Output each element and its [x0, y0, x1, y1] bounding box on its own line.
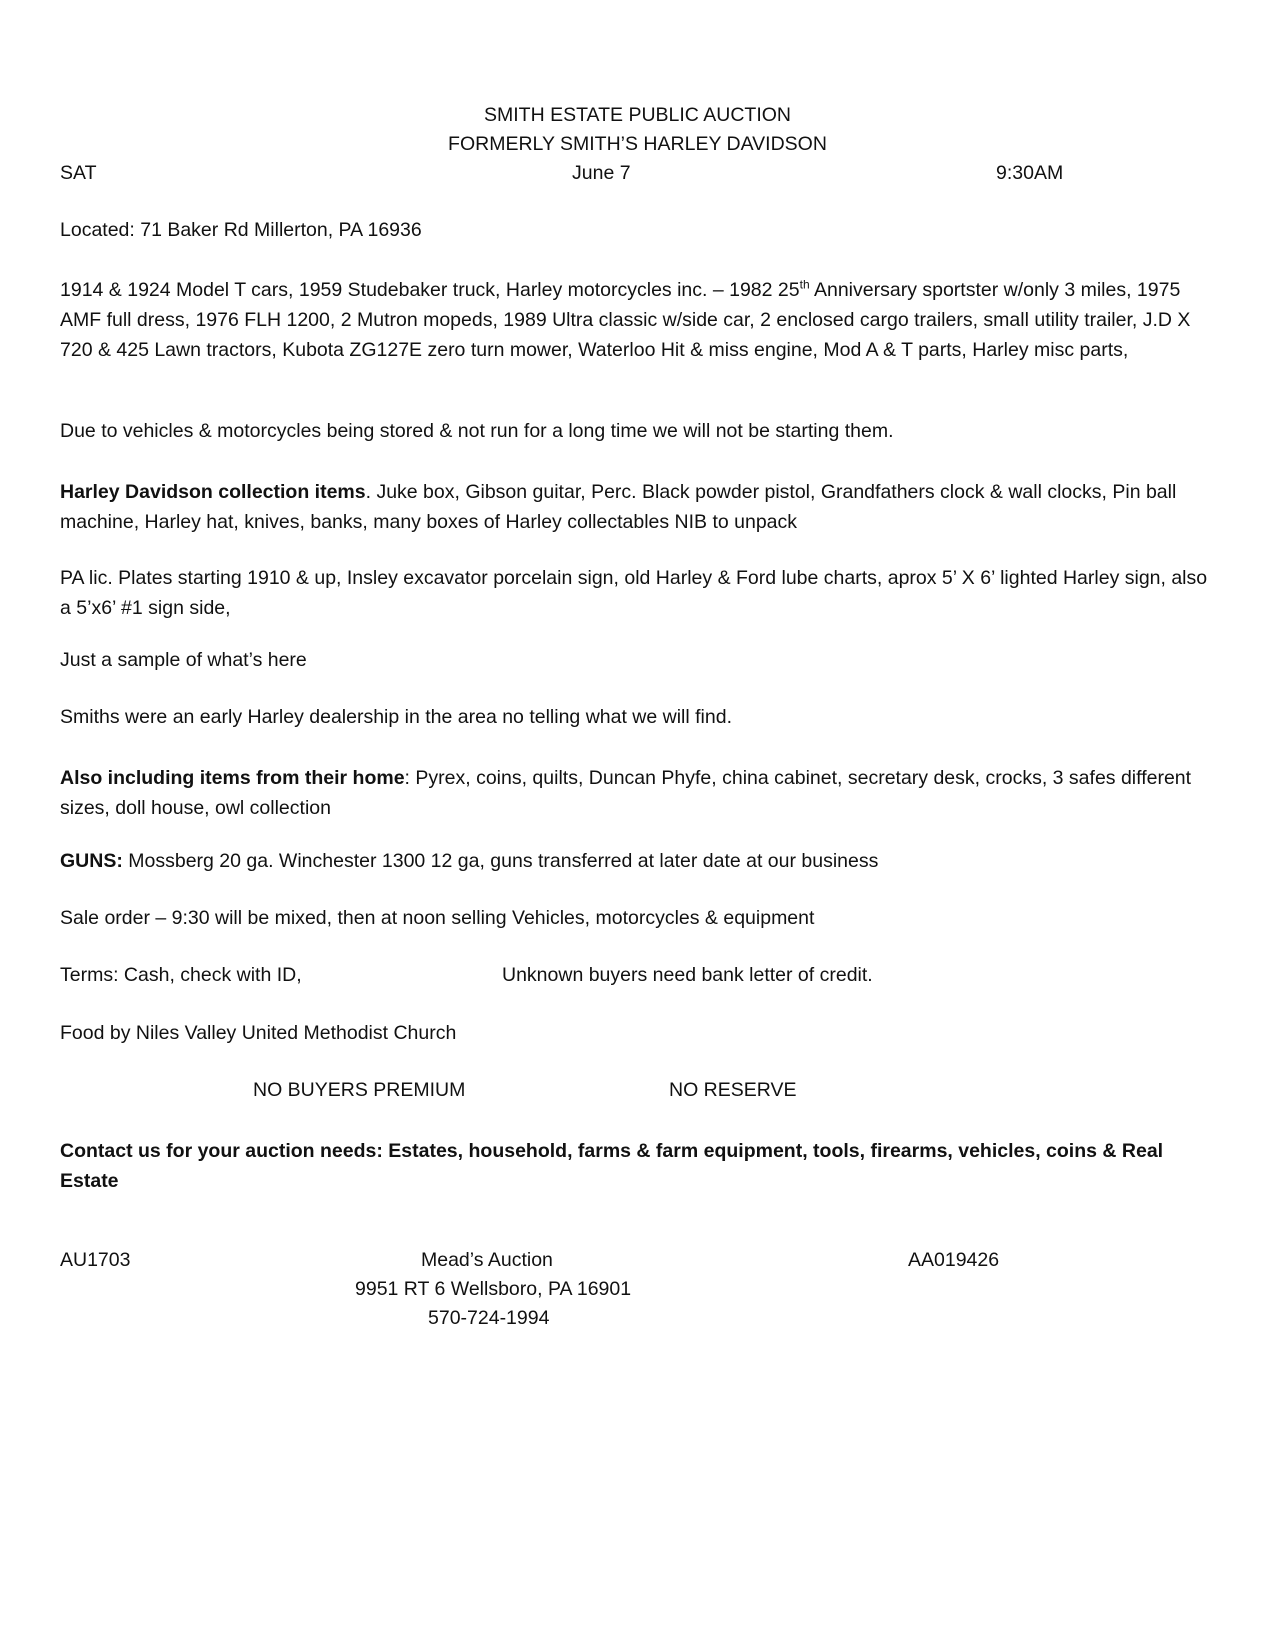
- collection-label: Harley Davidson collection items: [60, 481, 366, 503]
- dealership-line: Smiths were an early Harley dealership in the area no telling what we will find.: [60, 706, 732, 728]
- company-name: Mead’s Auction: [421, 1249, 553, 1271]
- license-right: AA019426: [908, 1249, 1000, 1271]
- guns-line: [60, 850, 878, 873]
- auction-title: SMITH ESTATE PUBLIC AUCTION: [484, 104, 791, 126]
- sale-date: June 7: [572, 162, 631, 184]
- home-text: : Pyrex, coins, quilts, Duncan Phyfe, china cabinet, secretary desk, crocks, 3 safes different sizes, doll house, owl collection: [60, 767, 1192, 819]
- guns-label: GUNS:: [60, 850, 123, 872]
- vehicles-paragraph: [60, 275, 1210, 365]
- location-line: Located: 71 Baker Rd Millerton, PA 16936: [60, 219, 422, 241]
- collection-text: . Juke box, Gibson guitar, Perc. Black powder pistol, Grandfathers clock & wall clocks, Pin ball machine, Harley hat, knives, banks, many boxes of Harley collectables NIB to unpack: [60, 481, 1177, 533]
- no-reserve: NO RESERVE: [669, 1079, 797, 1101]
- terms-left: Terms: Cash, check with ID,: [60, 964, 302, 986]
- home-label: Also including items from their home: [60, 767, 405, 789]
- vehicles-text-1: 1914 & 1924 Model T cars, 1959 Studebaker truck, Harley motorcycles inc. – 1982 25: [60, 279, 800, 301]
- contact-paragraph: Contact us for your auction needs: Estates, household, farms & farm equipment, tools, firearms, vehicles, coins & Real Estate: [60, 1140, 1164, 1192]
- license-left: AU1703: [60, 1249, 131, 1271]
- sale-order-line: Sale order – 9:30 will be mixed, then at noon selling Vehicles, motorcycles & equipment: [60, 907, 815, 929]
- company-address: 9951 RT 6 Wellsboro, PA 16901: [355, 1278, 632, 1300]
- guns-text: Mossberg 20 ga. Winchester 1300 12 ga, guns transferred at later date at our business: [122, 850, 879, 872]
- company-phone: 570-724-1994: [428, 1307, 550, 1329]
- notice-line: Due to vehicles & motorcycles being stored & not run for a long time we will not be starting them.: [60, 420, 894, 442]
- sale-time: 9:30AM: [996, 162, 1064, 184]
- no-buyers-premium: NO BUYERS PREMIUM: [253, 1079, 466, 1101]
- terms-right: Unknown buyers need bank letter of credit.: [502, 964, 873, 986]
- collection-paragraph: [60, 477, 1210, 537]
- home-paragraph: [60, 763, 1210, 823]
- food-line: Food by Niles Valley United Methodist Church: [60, 1022, 457, 1044]
- auction-subtitle: FORMERLY SMITH’S HARLEY DAVIDSON: [448, 133, 827, 155]
- sample-line: Just a sample of what’s here: [60, 649, 307, 671]
- vehicles-superscript: th: [799, 277, 810, 292]
- plates-paragraph: PA lic. Plates starting 1910 & up, Insley excavator porcelain sign, old Harley & Ford lube charts, aprox 5’ X 6’ lighted Harley sign, also a 5’x6’ #1 sign side,: [60, 567, 1208, 619]
- sale-day: SAT: [60, 162, 97, 184]
- vehicles-text-2: Anniversary sportster w/only 3 miles, 1975 AMF full dress, 1976 FLH 1200, 2 Mutron mopeds, 1989 Ultra classic w/side car, 2 enclosed cargo trailers, small utility trailer, J.D X 720 & 425 Lawn tractors, Kubota ZG127E zero turn mower, Waterloo Hit & miss engine, Mod A & T parts, Harley misc parts,: [60, 279, 1191, 361]
